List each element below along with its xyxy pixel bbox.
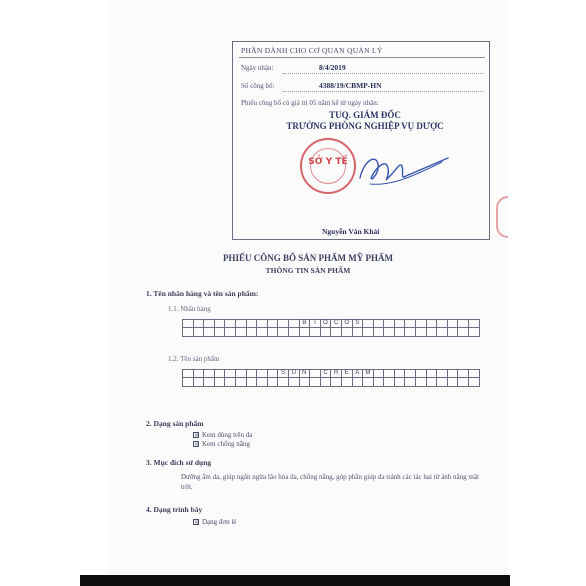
grid-empty-cell [278,320,289,328]
grid-empty-cell [257,320,268,328]
grid-empty-cell [183,378,194,386]
usage-purpose-text: Dưỡng ẩm da, giúp ngăn ngừa lão hóa da, chống nắng, góp phần giúp da tránh các tác hại từ ánh nắng mặt trời. [181,473,479,491]
grid-empty-cell [310,378,321,386]
received-date-value: 8/4/2019 [319,63,346,72]
grid-empty-cell [299,328,310,336]
document-title: PHIẾU CÔNG BỐ SẢN PHẨM MỸ PHẨM [223,253,393,263]
grid-empty-cell [426,378,437,386]
grid-empty-cell [394,320,405,328]
section-4-heading: 4. Dạng trình bày [146,505,203,514]
grid-empty-cell [214,320,225,328]
grid-empty-cell [310,328,321,336]
grid-empty-cell [257,378,268,386]
grid-empty-cell [235,320,246,328]
grid-empty-cell [193,378,204,386]
grid-empty-cell [341,378,352,386]
received-date-line [283,73,483,74]
grid-empty-cell [363,320,374,328]
product-type-option-2 [193,440,250,448]
stamp-label: SỞ Y TẾ [308,157,348,167]
grid-letter-cell: C [331,320,342,328]
header-divider [239,57,485,58]
partial-stamp-edge [496,196,508,238]
grid-empty-cell [426,328,437,336]
grid-letter-cell: M [363,370,374,378]
grid-empty-cell [437,378,448,386]
grid-empty-cell [384,320,395,328]
grid-empty-cell [331,378,342,386]
grid-empty-cell [320,378,331,386]
grid-empty-cell [469,320,480,328]
grid-empty-cell [416,378,427,386]
grid-empty-cell [183,320,194,328]
grid-empty-cell [299,378,310,386]
grid-empty-cell [235,378,246,386]
grid-empty-cell [225,328,236,336]
grid-letter-cell: C [320,370,331,378]
grid-empty-cell [458,370,469,378]
grid-letter-cell: N [299,370,310,378]
grid-empty-cell [469,370,480,378]
grid-empty-cell [246,378,257,386]
grid-empty-cell [458,328,469,336]
grid-empty-cell [352,378,363,386]
grid-letter-cell: B [299,320,310,328]
grid-empty-cell [416,320,427,328]
grid-empty-cell [267,328,278,336]
grid-empty-cell [225,378,236,386]
grid-empty-cell [214,378,225,386]
number-line [283,91,483,92]
authority-section-header: PHẦN DÀNH CHO CƠ QUAN QUẢN LÝ [241,46,383,55]
grid-empty-cell [193,328,204,336]
grid-empty-cell [278,328,289,336]
grid-empty-cell [183,328,194,336]
grid-empty-cell [214,370,225,378]
grid-empty-cell [267,378,278,386]
grid-empty-cell [278,378,289,386]
grid-empty-cell [331,328,342,336]
grid-empty-cell [225,370,236,378]
brand-label: 1.1. Nhãn hàng [168,305,211,313]
grid-empty-cell [288,320,299,328]
grid-empty-cell [437,320,448,328]
grid-empty-cell [458,378,469,386]
grid-empty-cell [384,370,395,378]
brand-letter-grid [182,319,480,337]
grid-empty-cell [363,328,374,336]
grid-empty-cell [373,378,384,386]
grid-empty-cell [246,370,257,378]
grid-empty-cell [384,378,395,386]
grid-empty-cell [341,328,352,336]
grid-empty-cell [447,320,458,328]
grid-empty-cell [246,328,257,336]
grid-empty-cell [204,370,215,378]
grid-letter-cell: A [352,370,363,378]
grid-letter-cell: O [320,320,331,328]
grid-empty-cell [405,328,416,336]
grid-empty-cell [373,328,384,336]
grid-empty-cell [447,378,458,386]
grid-letter-cell: U [288,370,299,378]
section-1-heading: 1. Tên nhãn hàng và tên sản phẩm: [146,289,259,298]
validity-note: Phiếu công bố có giá trị 05 năm kể từ ngày nhận: [241,99,379,107]
grid-empty-cell [373,320,384,328]
product-type-option-1 [193,431,252,439]
product-name-label: 1.2. Tên sản phẩm [168,355,220,363]
grid-empty-cell [204,328,215,336]
grid-empty-cell [416,328,427,336]
grid-empty-cell [447,328,458,336]
grid-empty-cell [246,320,257,328]
grid-empty-cell [363,378,374,386]
grid-empty-cell [214,328,225,336]
bottom-dark-bar [80,575,510,586]
presentation-option-1 [193,518,236,526]
product-letter-grid [182,369,480,387]
grid-letter-cell: I [310,320,321,328]
grid-empty-cell [193,370,204,378]
grid-letter-cell: S [278,370,289,378]
grid-empty-cell [288,378,299,386]
grid-empty-cell [267,320,278,328]
grid-empty-cell [394,370,405,378]
grid-empty-cell [426,320,437,328]
signer-title-1: TUQ. GIÁM ĐỐC [329,110,401,120]
grid-empty-cell [373,370,384,378]
received-date-label: Ngày nhận: [241,64,274,72]
grid-empty-cell [394,328,405,336]
checked-box-icon: × [194,441,200,448]
grid-empty-cell [405,378,416,386]
grid-empty-cell [447,370,458,378]
document-subtitle: THÔNG TIN SẢN PHẨM [265,266,351,275]
grid-empty-cell [235,370,246,378]
grid-empty-cell [310,370,321,378]
grid-empty-cell [458,320,469,328]
option-label: Dạng đơn lẻ [202,518,237,526]
number-value: 4388/19/CBMP-HN [319,81,382,90]
signer-title-2: TRƯỞNG PHÒNG NGHIỆP VỤ DƯỢC [286,121,444,131]
checked-box-icon: × [194,432,200,439]
grid-empty-cell [405,370,416,378]
grid-empty-cell [384,328,395,336]
grid-empty-cell [469,328,480,336]
grid-empty-cell [204,378,215,386]
grid-empty-cell [193,320,204,328]
grid-letter-cell: R [331,370,342,378]
grid-empty-cell [416,370,427,378]
grid-empty-cell [320,328,331,336]
option-label: Kem dùng trên da [202,431,253,439]
grid-empty-cell [352,328,363,336]
option-label: Kem chống nắng [202,440,250,448]
grid-empty-cell [235,328,246,336]
grid-letter-cell: E [341,370,352,378]
signer-name: Nguyễn Văn Khải [322,227,380,236]
grid-empty-cell [257,370,268,378]
number-label: Số công bố: [241,82,275,90]
grid-letter-cell: O [341,320,352,328]
grid-empty-cell [183,370,194,378]
section-2-heading: 2. Dạng sản phẩm [146,419,204,428]
grid-empty-cell [405,320,416,328]
section-3-heading: 3. Mục đích sử dụng [146,458,212,467]
grid-empty-cell [437,328,448,336]
signature-scribble [330,140,450,200]
grid-empty-cell [437,370,448,378]
grid-empty-cell [204,320,215,328]
grid-empty-cell [426,370,437,378]
grid-empty-cell [469,378,480,386]
grid-empty-cell [267,370,278,378]
grid-empty-cell [257,328,268,336]
checked-box-icon: × [194,519,200,526]
grid-empty-cell [225,320,236,328]
grid-empty-cell [288,328,299,336]
grid-letter-cell: S [352,320,363,328]
grid-empty-cell [394,378,405,386]
